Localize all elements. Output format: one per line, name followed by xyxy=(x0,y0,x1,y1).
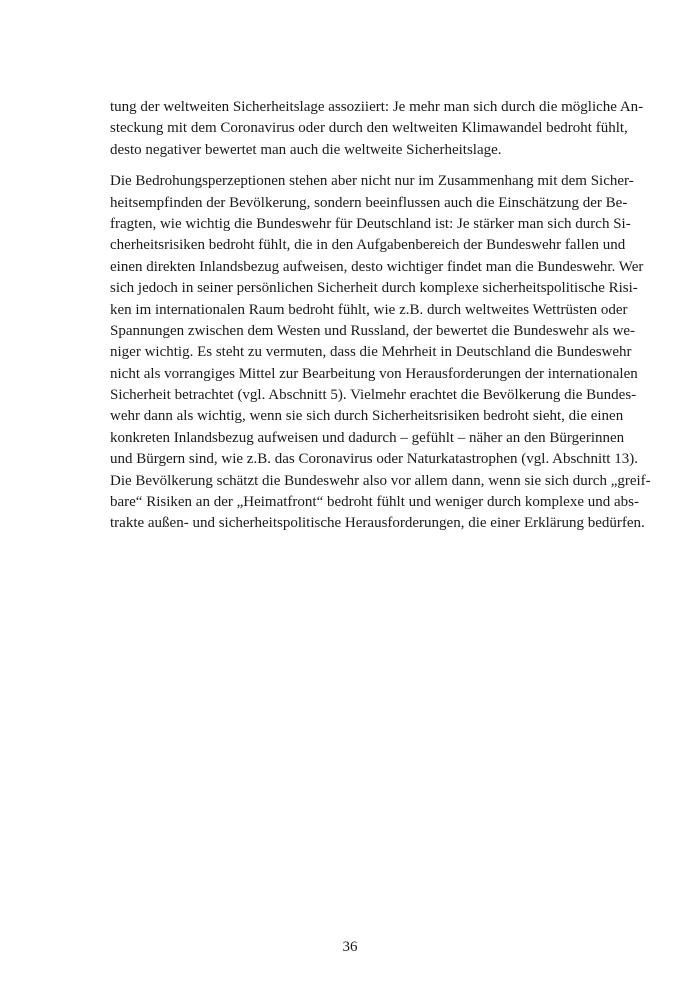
text-line: Sicherheit betrachtet (vgl. Abschnitt 5). Vielmehr erachtet die Bevölkerung die Bundes- xyxy=(110,387,637,404)
text-line: Die Bevölkerung schätzt die Bundeswehr also vor allem dann, wenn sie sich durch „greif- xyxy=(110,472,651,489)
text-line: nicht als vorrangiges Mittel zur Bearbeitung von Herausforderungen der internationalen xyxy=(110,365,638,382)
text-line: Spannungen zwischen dem Westen und Russland, der bewertet die Bundeswehr als we- xyxy=(110,322,636,339)
text-line: heitsempfinden der Bevölkerung, sondern beeinflussen auch die Einschätzung der Be- xyxy=(110,194,628,211)
body-text xyxy=(110,97,651,535)
text-line: konkreten Inlandsbezug aufweisen und dadurch – gefühlt – näher an den Bürgerinnen xyxy=(110,429,625,446)
text-line: desto negativer bewertet man auch die weltweite Sicherheitslage. xyxy=(110,141,502,158)
text-line: Die Bedrohungsperzeptionen stehen aber nicht nur im Zusammenhang mit dem Sicher- xyxy=(110,173,634,190)
text-line: und Bürgern sind, wie z.B. das Coronavirus oder Naturkatastrophen (vgl. Abschnitt 13). xyxy=(110,451,638,468)
text-line: wehr dann als wichtig, wenn sie sich durch Sicherheitsrisiken bedroht sieht, die einen xyxy=(110,408,624,425)
text-line: trakte außen- und sicherheitspolitische Herausforderungen, die einer Erklärung bedürfen. xyxy=(110,515,645,532)
text-line: cherheitsrisiken bedroht fühlt, die in den Aufgabenbereich der Bundeswehr fallen und xyxy=(110,237,626,254)
text-line: tung der weltweiten Sicherheitslage assoziiert: Je mehr man sich durch die mögliche An- xyxy=(110,99,644,115)
text-line: niger wichtig. Es steht zu vermuten, dass die Mehrheit in Deutschland die Bundeswehr xyxy=(110,344,632,361)
page-number: 36 xyxy=(342,939,358,955)
text-line: einen direkten Inlandsbezug aufweisen, desto wichtiger findet man die Bundeswehr. Wer xyxy=(110,258,644,275)
paragraph-2 xyxy=(110,171,651,535)
text-line: steckung mit dem Coronavirus oder durch den weltweiten Klimawandel bedroht fühlt, xyxy=(110,120,628,137)
text-line: sich jedoch in seiner persönlichen Sicherheit durch komplexe sicherheitspolitische Risi- xyxy=(110,280,638,297)
text-line: bare“ Risiken an der „Heimatfront“ bedroht fühlt und weniger durch komplexe und abs- xyxy=(110,494,639,511)
paragraph-1 xyxy=(110,97,644,161)
text-line: fragten, wie wichtig die Bundeswehr für Deutschland ist: Je stärker man sich durch Si- xyxy=(110,215,631,232)
text-line: ken im internationalen Raum bedroht fühlt, wie z.B. durch weltweites Wettrüsten oder xyxy=(110,301,628,318)
